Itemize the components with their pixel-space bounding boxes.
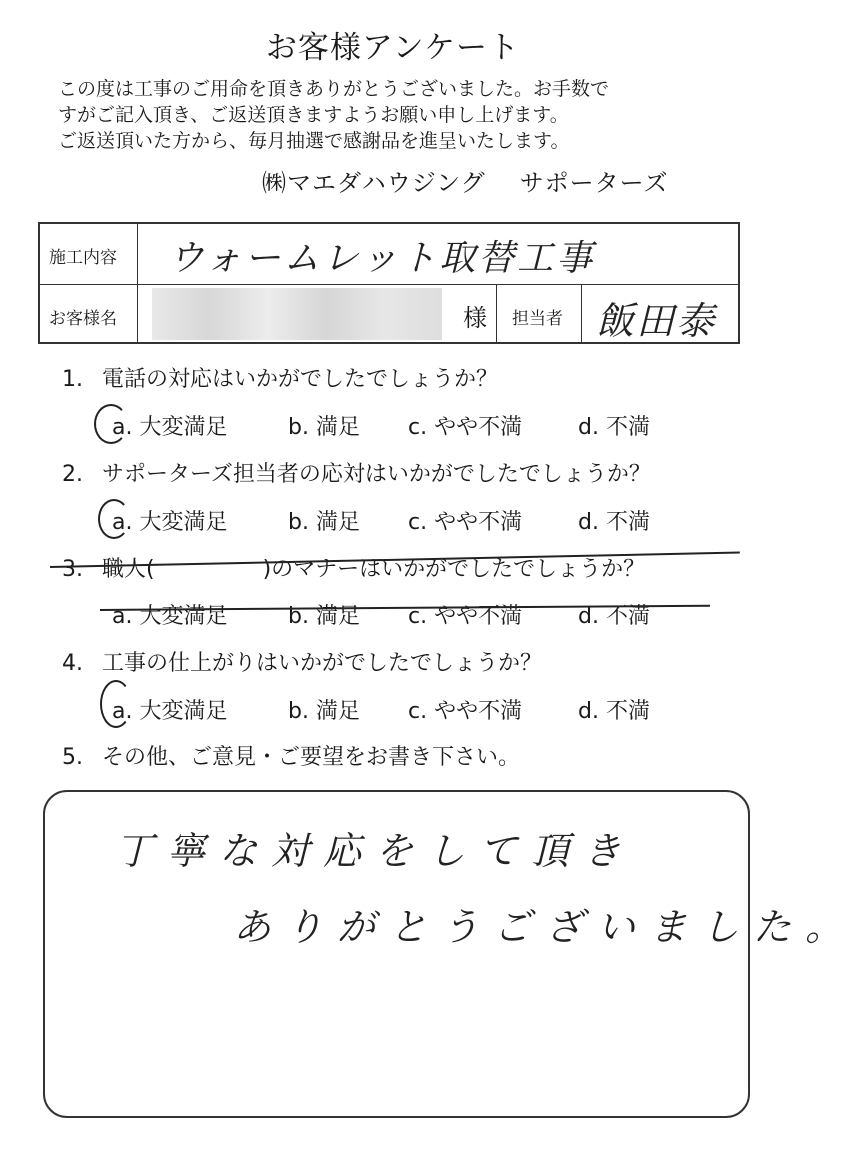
question-text-prefix: 職人( [102, 557, 155, 582]
question-number: 3. [62, 557, 83, 582]
customer-label: お客様名 [49, 309, 117, 329]
question-text-suffix: )のマナーはいかがでしたでしょうか？ [262, 557, 646, 582]
staff-label: 担当者 [512, 309, 563, 329]
option-b[interactable]: b. 満足 [288, 604, 360, 629]
option-a[interactable]: a. 大変満足 [112, 510, 228, 535]
honorific-label: 様 [463, 304, 487, 332]
question-2 [62, 457, 651, 488]
question-3-options [112, 599, 712, 629]
question-4-options [112, 694, 712, 724]
question-text: その他、ご意見・ご要望をお書き下さい。 [102, 745, 521, 770]
question-number: 2. [62, 462, 83, 487]
comment-line-1: 丁寧な対応をして頂き [115, 829, 636, 873]
comment-box[interactable] [43, 790, 857, 1118]
question-text: 工事の仕上がりはいかがでしたでしょうか？ [102, 651, 543, 676]
work-label: 施工内容 [49, 248, 117, 268]
question-number: 4. [62, 651, 83, 676]
intro-line-1: この度は工事のご用命を頂きありがとうございました。お手数で [58, 78, 610, 100]
option-c[interactable]: c. やや不満 [408, 699, 523, 724]
option-d[interactable]: d. 不満 [578, 415, 650, 440]
question-text: サポーターズ担当者の応対はいかがでしたでしょうか？ [102, 462, 651, 487]
staff-value[interactable]: 飯田泰 [596, 299, 717, 343]
option-a[interactable]: a. 大変満足 [112, 415, 228, 440]
option-c[interactable]: c. やや不満 [408, 604, 523, 629]
option-a[interactable]: a. 大変満足 [112, 604, 228, 629]
question-text: 電話の対応はいかがでしたでしょうか？ [102, 367, 499, 392]
intro-line-2: すがご記入頂き、ご返送頂きますようお願い申し上げます。 [58, 104, 569, 126]
company-team: サポーターズ [519, 169, 669, 197]
option-b[interactable]: b. 満足 [288, 510, 360, 535]
question-1-options [112, 410, 712, 440]
option-b[interactable]: b. 満足 [288, 415, 360, 440]
comment-line-2: ありがとうございました。 [233, 905, 857, 949]
option-a[interactable]: a. 大変満足 [112, 699, 228, 724]
question-4 [62, 646, 542, 677]
company-name: ㈱マエダハウジング [262, 169, 486, 197]
intro-line-3: ご返送頂いた方から、毎月抽選で感謝品を進呈いたします。 [58, 130, 570, 152]
question-number: 5. [62, 745, 83, 770]
page-title: お客様アンケート [265, 30, 521, 66]
question-number: 1. [62, 367, 83, 392]
customer-info-table [38, 222, 740, 344]
option-b[interactable]: b. 満足 [288, 699, 360, 724]
customer-name-redaction [152, 288, 442, 340]
option-d[interactable]: d. 不満 [578, 510, 650, 535]
question-1 [62, 362, 498, 393]
company-line [262, 163, 669, 198]
option-c[interactable]: c. やや不満 [408, 510, 523, 535]
option-d[interactable]: d. 不満 [578, 604, 650, 629]
work-value[interactable]: ウォームレット取替工事 [168, 238, 596, 279]
question-2-options [112, 505, 712, 535]
option-d[interactable]: d. 不満 [578, 699, 650, 724]
question-5 [62, 740, 520, 771]
option-c[interactable]: c. やや不満 [408, 415, 523, 440]
